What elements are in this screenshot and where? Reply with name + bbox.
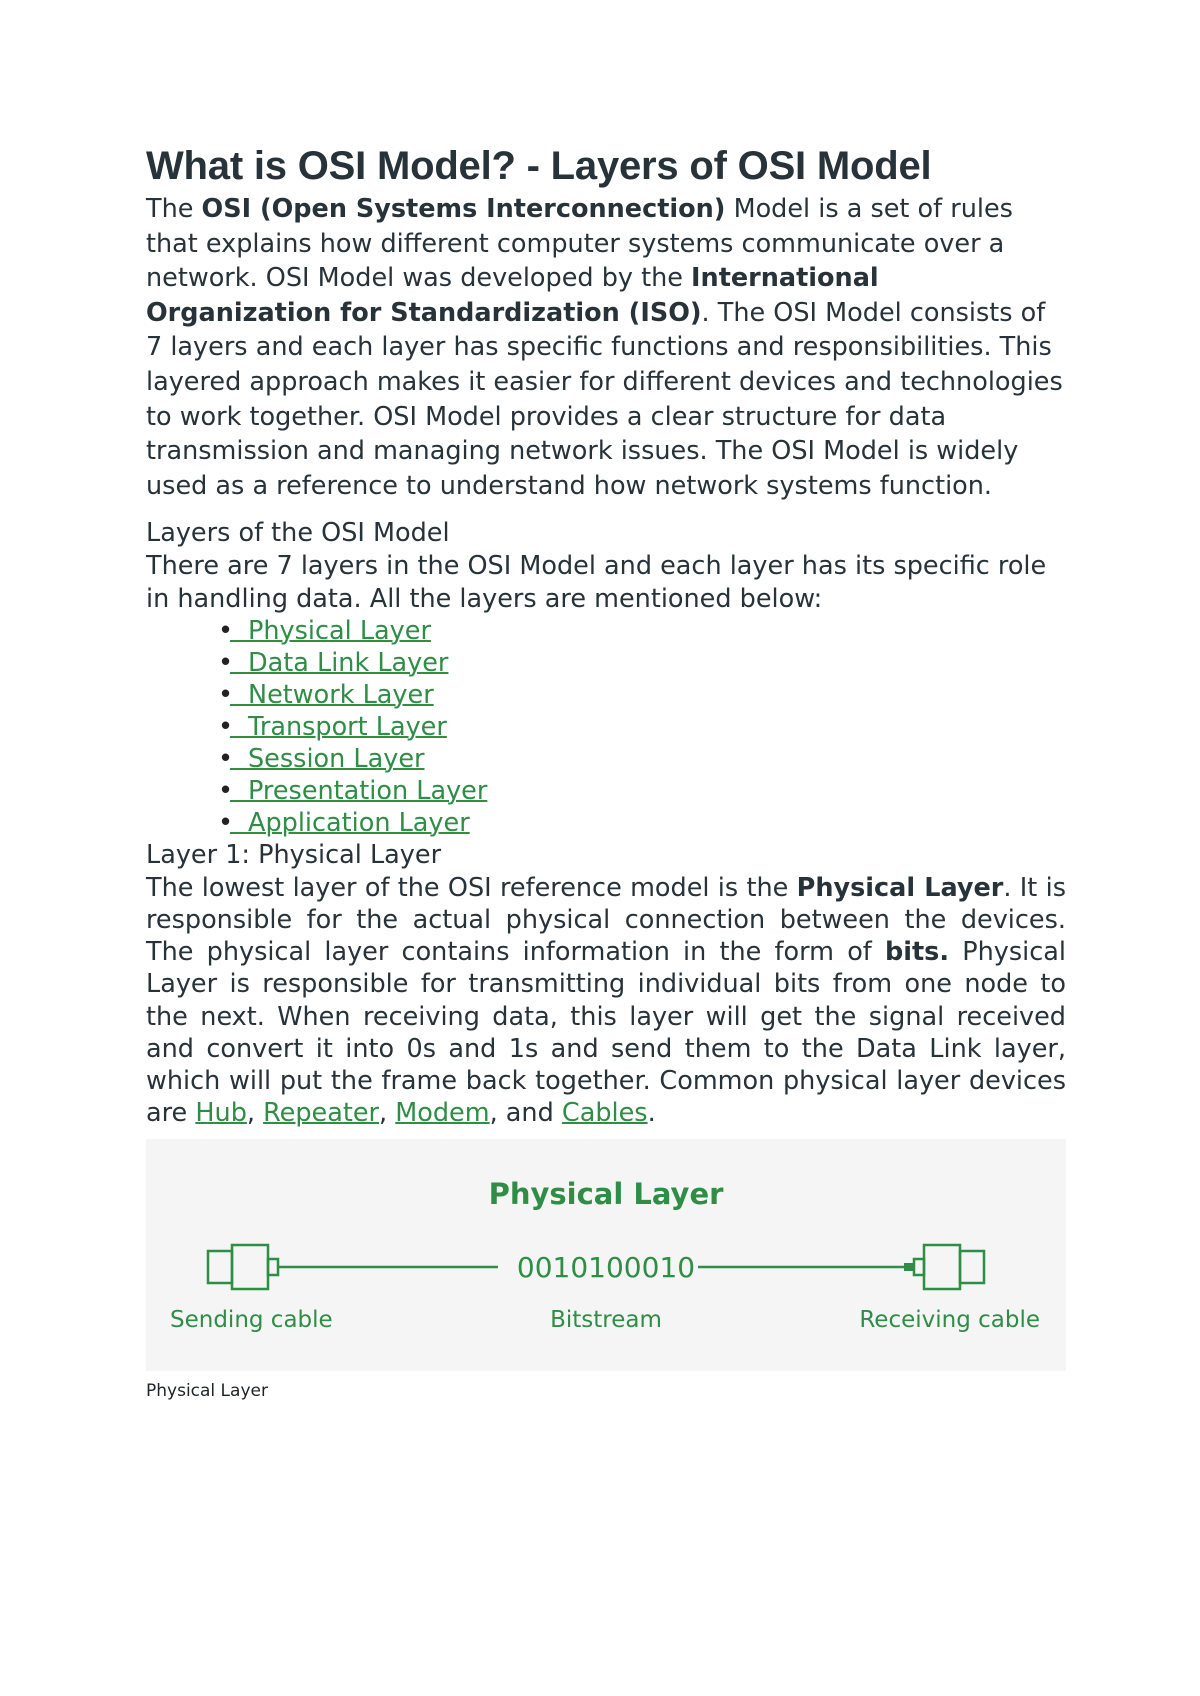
layer1-text-1: The lowest layer of the OSI reference model is the (146, 872, 797, 903)
link-underline (230, 648, 248, 674)
list-item (218, 743, 1066, 775)
intro-bold-iso: International Organization for Standardization (ISO) (146, 263, 879, 328)
link-underline (230, 680, 248, 706)
link-modem[interactable]: Modem (395, 1098, 490, 1129)
layer1-text-3: Physical Layer is responsible for transmitting individual bits from one node to the next. When receiving data, this layer will get the signal received and convert it into 0s and 1s and send them to the Data Link layer, which will put the frame back together. Common physical layer devices are (146, 937, 1066, 1129)
link-application-layer[interactable]: Application Layer (248, 808, 470, 839)
list-item (218, 807, 1066, 839)
link-data-link-layer[interactable]: Data Link Layer (248, 648, 449, 679)
separator: , and (489, 1098, 562, 1129)
layer1-paragraph (146, 872, 1066, 1130)
figure-title: Physical Layer (488, 1177, 724, 1212)
layers-heading: Layers of the OSI Model (146, 518, 450, 549)
sending-cable-label: Sending cable (170, 1307, 333, 1334)
link-underline (230, 808, 248, 834)
link-underline (230, 776, 248, 802)
list-item (218, 711, 1066, 743)
layers-description: There are 7 layers in the OSI Model and each layer has its specific role in handling data. All the layers are mentioned below: (146, 551, 1047, 614)
link-underline (230, 712, 248, 738)
link-presentation-layer[interactable]: Presentation Layer (248, 776, 488, 807)
link-underline (230, 616, 248, 642)
period: . (647, 1098, 656, 1129)
list-item (218, 775, 1066, 807)
bitstream-label: Bitstream (550, 1307, 662, 1334)
page-title: What is OSI Model? - Layers of OSI Model (146, 144, 932, 188)
link-hub[interactable]: Hub (195, 1098, 247, 1129)
separator: , (246, 1098, 264, 1129)
document-page (146, 140, 1066, 1401)
intro-text-1: The (146, 194, 202, 224)
physical-layer-figure (146, 1139, 1066, 1371)
figure-caption: Physical Layer (146, 1381, 268, 1402)
list-item (218, 647, 1066, 679)
link-cables[interactable]: Cables (561, 1098, 648, 1129)
link-session-layer[interactable]: Session Layer (248, 744, 425, 775)
layer1-bold-bits: bits. (885, 937, 950, 968)
list-item (218, 615, 1066, 647)
layer1-bold-physical: Physical Layer (796, 872, 1004, 903)
link-network-layer[interactable]: Network Layer (248, 680, 434, 711)
receiving-cable-label: Receiving cable (859, 1307, 1040, 1334)
bitstream-value: 0010100010 (516, 1251, 696, 1285)
link-repeater[interactable]: Repeater (263, 1098, 380, 1129)
link-physical-layer[interactable]: Physical Layer (248, 616, 431, 647)
layer1-text-2: . It is responsible for the actual physical connection between the devices. The physical layer contains information in the form of (146, 872, 1066, 968)
separator: , (379, 1098, 396, 1129)
list-item (218, 679, 1066, 711)
intro-text-3: . The OSI Model consists of 7 layers and each layer has specific functions and responsibilities. This layered approach makes it easier for different devices and technologies to work together. OSI Model provides a clear structure for data transmission and managing network issues. The OSI Model is widely used as a reference to understand how network systems function. (146, 297, 1063, 501)
intro-text-2: Model is a set of rules that explains how different computer systems communicate over a network. OSI Model was developed by the (146, 194, 1013, 294)
layers-list (146, 615, 1066, 839)
intro-bold-osi: OSI (Open Systems Interconnection) (201, 194, 726, 224)
link-underline (230, 744, 248, 770)
layer1-heading: Layer 1: Physical Layer (146, 840, 442, 871)
intro-paragraph (146, 192, 1066, 503)
link-transport-layer[interactable]: Transport Layer (248, 712, 447, 743)
